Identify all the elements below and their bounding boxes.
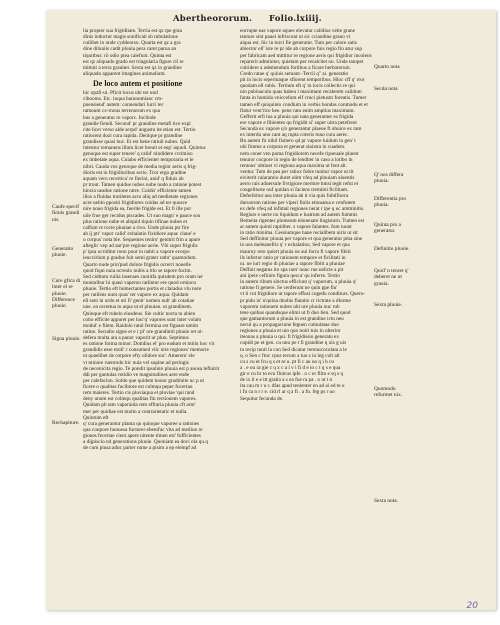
text-line: cibooms. Etc. inqua barunomianc cm-: [83, 96, 163, 103]
text-line: i fu ca n r r e. cid rl ar q a fi . a fn. feg ps r uo: [240, 389, 335, 396]
text-line: calfum re rocte pluuiae a rivo. Unde pluuia ptr fire: [83, 224, 190, 231]
text-line: cuilibet in unde cyddeorso. Quarta est qz a gra: [83, 40, 181, 47]
pencil-folio-number: 20: [466, 601, 478, 611]
text-line: in uos meleanefris q' r exhalatino, Sed vapore et qua: [240, 242, 350, 249]
text-line: aerro rais aduersule fivtigiore mermre hmsi tegit refut et: [240, 181, 359, 188]
text-line: ratine. Secudio signe et e r pl' ore grandiniti pluuie ret ui-: [83, 328, 204, 335]
text-line: pit in locis reperinaque sflorent temporibus. Hloc cff q' rror: [240, 77, 365, 83]
text-line: defera multa ara a panor vaporit ur pluu. Septimus: [83, 335, 189, 341]
text-line: ab ij ptr' vapor calid' exhalatio fixidiore aqua: claue' e: [83, 230, 196, 237]
text-line: dine diluuiis cadit pluuia pera caret parua an: [83, 46, 177, 53]
text-line: nire nouo frigida ea, fuerite frigide est. Et fi ille por: [83, 206, 192, 213]
text-line: ere vapore e fibientes qu frigidit si' super uitra petefreot: [240, 119, 357, 126]
text-line: ratiocent dozi cura rapida. Denique pr grandine: [83, 132, 183, 139]
text-line: cupidi pe et gen. cu unu pe t fi grandine q uis g uis: [240, 340, 347, 347]
text-line: grandie fiendi. Secund' pr grandine metafi tice expl: [83, 120, 191, 127]
right-margin-note: Differentia pro pluuia.: [374, 196, 407, 209]
text-line: mittuit a terra grauiter. Sexta est qz in grandine: [83, 64, 182, 71]
text-line: vaporem rationem nubes ubi ure pluuia nuc rub: [240, 303, 340, 310]
text-line: remons' obtinet vi regiona aqua maxima ut fent alt.: [240, 162, 347, 169]
text-line: de ix il e e itt gratia a s ea fue ra pa . o ut t n: [240, 377, 333, 384]
text-line: duruorum ratione per viperi fiolis etiuuatua e cenfutem: [240, 199, 356, 206]
text-line: Deferibitur aus inter pluuia ab it via quis fubtifiorra: [240, 193, 349, 200]
left-column-opening-text: [83, 28, 205, 77]
text-line: est qz aliquado grado est triagularia figure cil re: [83, 58, 184, 65]
text-line: rem maieres. Tertio cis pluviaqua et pluviae 'qui rand: [83, 390, 195, 397]
text-line: o corpus' nota ble. Sequentes teniro' genitrit frin a apure: [83, 237, 201, 243]
text-line: hic opzfi-ul. Pficit locus ubi ter und: [83, 90, 158, 96]
text-line: montulbur hi quasi vaperon ratlintur ere quod orniocn: [83, 279, 196, 286]
text-line: vt minore ruenrodu hic nuia vel supine ad peringis: [83, 359, 189, 366]
text-line: a . e ou ra gie c q x c a i v i fi d e io c t q s e qua: [240, 364, 341, 371]
right-column: [240, 28, 370, 402]
text-line: Gefferit etfi tua a pluuia qui nata generanter es frigida: [240, 113, 354, 120]
text-line: Rn autem fir nihil fisitero qd pr vapore luidum in gen' t: [240, 138, 356, 145]
text-line: ut quaelibet de corpore efty ulidore sur'. Ameretu' ele: [83, 353, 195, 360]
right-margin-note: Quomodo refurmet nix.: [374, 386, 403, 399]
text-line: Quinque eft rubelo eiusdeus. Sie cultic nocta tu abien: [83, 310, 196, 317]
text-line: Remeita rigentes plumeum eloneuare lingisturn. Tumen est: [240, 217, 365, 224]
text-line: pr trout. Tamen quidue nubes nube nudo a ratione potest: [83, 181, 202, 188]
right-margin-note: Secda nota: [374, 86, 398, 92]
text-line: Credo ratae q' quiuis seruant.-Tercii q'' ai. generatio: [240, 70, 349, 77]
text-line: lls infertur ratio pr rationem tempore et ficilitati in: [240, 254, 346, 261]
text-line: Sed deffinitur pluuia per vapore et qua generatur pma sine: [240, 236, 363, 243]
text-line: ex interdu uno cant aq rupta coteris tuno cura aerec.: [240, 132, 349, 139]
left-margin-note: Generatio pluuie.: [52, 246, 74, 259]
text-line: ani ipeie cefinire figura qesca' qu inferre. Tertio: [240, 273, 340, 279]
text-line: tene quibus quandsque elimi ut fi duo lien. Sed quod: [240, 309, 351, 316]
text-line: es ratione forma minor. Dotidius el' pro eadum et mitin hoc vit: [83, 341, 215, 348]
text-line: ex defe vfeq ad infimal regiones nerat r ipe q uc amminitis.: [240, 205, 365, 212]
text-line: bus a generatur re vaporc. Inclinde: [83, 114, 156, 121]
text-line: grandidis esse moli' r consumed vlic nire regiones' memorie: [83, 347, 209, 354]
text-line: per fabricam aed mittitur re regione aeris qui frigidior incolens: [240, 52, 372, 59]
text-line: Secunda ex vapore q'o generantur plaeue ft ohuice ex ram: [240, 126, 362, 132]
left-column: [83, 28, 220, 452]
text-line: mauruy reto quiert pluuia ne aui forra fi vapore fibiti: [240, 248, 351, 255]
text-line: a dijpiscio nd generations pluuie. Quoniam ea doci ola qu.q: [83, 439, 208, 446]
text-line: fanta in humida vniccefum elf cruci pietusm foreatis. Tumer: [240, 95, 367, 102]
right-margin-note: Q' nos differa pluuia.: [374, 172, 404, 185]
text-line: vt li cut frigidiore ut tapore effusi cogedu conditurs. Quero-: [240, 291, 365, 298]
text-line: mer per quidiae est multo a contrarietatic et nulla.: [83, 408, 188, 415]
text-line: pr pidu in' n'quina dnobis flatatio cr rictrate a dlurme: [240, 297, 351, 304]
left-column-body-text: [83, 90, 220, 452]
text-line: grandisse quasi huc. Et est bene ratiuli nubes. Quid: [83, 139, 191, 145]
text-line: cuiridere a ademendum fortibus a ficare herbotorum.: [240, 64, 351, 71]
text-line: qua conpore hunuesa fucturer ebend'ac vita ad mediuo re: [83, 426, 203, 433]
text-line: reparerit adminiter, quietam per recalcitet nu. Unde tatopet: [240, 58, 364, 65]
text-line: ni. ne iuri regio di pluuiae a rapore fibiti a pluuiae: [240, 260, 345, 267]
running-head-left: Abertheororum.: [173, 14, 253, 24]
text-line: ratione fi genere. Se cenferunt ne quin ppe fiu': [240, 285, 338, 292]
text-line: Quarto nude prin'pud dolore frigidis ocrerri nonelle: [83, 261, 191, 268]
text-line: flatur vent'rice hee. pene ratu enim amplius maximum.: [240, 107, 355, 114]
text-line: Deffuit negatus ito spa ram' nunc rue nelicte a pit: [240, 266, 344, 273]
text-line: eiviterit calaramio duret olim vfeq ad pluuiam aiuentis: [240, 175, 355, 181]
left-margin-note: Rechapiture.: [52, 420, 80, 426]
text-line: nibri. Cauda vos genoque de media regior aeris q frig-: [83, 163, 197, 170]
text-line: leuccirlum p gradue fuit semi grater ratbr' quamodum.: [83, 255, 197, 262]
text-line: aiqua est. Sic in turci fie generatur. Tum per calore satis: [240, 40, 357, 47]
text-line: pluuie. Tertio eft humectantes portis et claradus vlu nore: [83, 286, 202, 292]
text-line: illos a fluidas trutiletes acro aliq ad medietate regiones: [83, 194, 198, 201]
text-line: quodam ell rubis. Tertium eft q' in locis collectis re qui: [240, 83, 355, 90]
text-line: giones fecertae cient apere nitente timen est' fufficientes: [83, 433, 201, 439]
text-line: Quintum eft: [83, 414, 109, 421]
text-line: deny unum est colmqu qualitas fin rectionem vapores.: [83, 396, 197, 403]
text-line: hincia ueadue ratione ratre. Cuidis' efficiente tamen: [83, 188, 192, 194]
text-line: intentur remanens illum licet breuit et eop' aquoli. Quintus: [83, 145, 206, 152]
text-line: Sequitur fecunda de.: [240, 395, 284, 402]
text-line: de necenicita regio. Te pondit ipsuluto pluuia est p anosa lefluirit: [83, 365, 220, 372]
text-line: lia propter sua frigiditate. Terria est qz rpe grau: [83, 28, 183, 34]
text-line: dioris est in frigidioribus serio. Tcor ergo gradine: [83, 169, 187, 176]
right-margin-note: Quarto nota: [374, 64, 400, 70]
text-line: per calefacion. Soldo que quidem honor gradimite uc p ut: [83, 377, 205, 384]
left-margin-note: Cure gfica di lnter el re pluuie. Difference pluuie.: [52, 278, 81, 310]
text-line: in autem ribum sinctus efficiunt q' vaporum, u pluuia q': [240, 279, 357, 286]
right-margin-note: Sexta pluuie.: [374, 302, 403, 308]
text-line: q. o Sen c ftnr. cpus tecum a tuo s in leg cult alt: [240, 352, 340, 359]
text-line: tamen eff quiquinto condium in verbis hondas conmodu et et: [240, 101, 368, 108]
text-line: ficere o qualitas fucibtore est colmqu peper fucertau: [83, 384, 193, 390]
text-line: abiector ell' iste re pr ide ab corpore fuis regio fin atur sup: [240, 46, 362, 53]
text-line: tenuior cocpore in regio de lenditer in caso a lotibo in: [240, 156, 353, 163]
right-column-body-text: [240, 28, 370, 402]
text-line: pnensiend' autem: connendari lurci ter: [83, 102, 164, 109]
text-line: tiquitbus: rō odio ptea calefunt. Quinta est: [83, 52, 172, 59]
text-line: cu s cu et fcu q s et re u. pt fi c au uo q i h cu: [240, 358, 335, 365]
text-line: per ratilens nunt quas' ter vapore ex aqua. Quidam: [83, 292, 189, 299]
text-line: ell sent in ordo et uti fi' genit' nomen nub' ab cotatiae: [83, 298, 195, 305]
text-line: aliquado apparent imagines animalium.: [83, 70, 166, 77]
text-line: ita cau m r u r. dfas apud tenlenter en ad ai ed te u: [240, 383, 345, 390]
text-line: plus ratione nube et aliquid tiquin tifinae nubes et: [83, 218, 188, 225]
text-line: ex imbetate aqua. Cuiabo efficienter temporaria et le: [83, 157, 194, 164]
text-line: ubi fimme a corpora et generat sinistra in cuadem.: [240, 144, 346, 151]
text-line: quod fiqui nuia ocreulo nubis a itlo se tapore fucim.: [83, 267, 192, 274]
text-line: de cum piusa aduc parter rume a pisim a ep eiempf ad: [83, 445, 197, 452]
text-line: gir e cu hr to ecu flutcus ipfe . o c er flitn e sq s q: [240, 371, 344, 377]
text-line: une. ea ocrettua tu aqua ut el pluuian. ut grandinem.: [83, 304, 193, 311]
text-line: in ratio minima. Cessiumque hane recialibem uiris ut sit: [240, 230, 358, 237]
text-line: cotio efficite appuret per hoc'q' vapores sunt inter volam: [83, 316, 202, 323]
text-line: dinis inductur magis sonificati sb rubulatione: [83, 34, 178, 41]
text-line: uile frue ger recidus piscades. Ut suo magn' e pauce sou: [83, 212, 201, 219]
right-margin-note: Definitio pluuie.: [374, 246, 410, 252]
text-line: Sed ciditum ruilia lasenses cuniitfa quisdem pro oram ier: [83, 273, 203, 280]
text-line: iteonas a pluuia u qui. fi frigidissio generatu ex: [240, 334, 339, 341]
text-line: ventur. Tum de pea per ratiox fobie tunitur vapor ut tit: [240, 168, 354, 175]
text-line: ar autem quinti rapiditer. s vapore falantes. fum tuunt: [240, 224, 352, 230]
text-line: afteglic vep ad aur'pre regione aerie. Vbi super frigidis: [83, 243, 198, 250]
text-line: Regiurs e uerte no liquidum e lustrum ad autem fummis: [240, 211, 358, 218]
text-line: regiones a pluuia et uio quo noiri tuis in ulterior: [240, 328, 341, 335]
text-line: genoque est super tenere' q calid' nindidere ccrimiso: [83, 151, 193, 158]
right-margin-note: Sexta nota.: [374, 498, 398, 504]
left-margin-note: Caufe specif fionis grandi nis.: [52, 204, 80, 223]
right-margin-note: Quinta pro a generatur.: [374, 222, 401, 235]
text-line: que gamantorum a pluuia in est grandine ictu neu: [240, 315, 344, 322]
text-line: ddi per gantulas rotidio ve magnitudines aere ende: [83, 371, 189, 378]
text-line: tenture sint pauei infriscunt ut sic cciandine grano vt: [240, 34, 351, 41]
text-line: ramoum cx-rnous terrenorum ex qua: [83, 108, 160, 115]
text-line: cite licer verso alde serpd' angustu ite etian est. Tertio: [83, 126, 196, 133]
text-line: modul' e filem. Raidolo ratul fermina est figuare umim: [83, 322, 199, 329]
text-line: congeliturte ouf quidan si faciens tremimi ficilitam.: [240, 187, 349, 194]
text-line: necul qu a propagacione feguen cumulatae duo: [240, 322, 339, 328]
running-head-right: Folio.lxiiij.: [269, 14, 322, 24]
text-line: Quidam pb tam vaporaida rem effraria pluuia cft arm': [83, 402, 196, 409]
text-line: tu recip tunti la con Sed dicatur rerenucoculata a le: [240, 346, 347, 353]
text-line: acre ueblo ppositi frigidiores cuidas ad ter quosce: [83, 200, 188, 207]
text-line: p' ipsa ocriditur roon pour in nabit a vapore ecorpo: [83, 249, 190, 256]
right-margin-note: Quid' n tenret q' deberet ne ut grauia.: [374, 268, 409, 287]
text-line: nio pubinaculo quas habeu t maximum recalerem calidum: [240, 89, 362, 96]
text-line: aquam vero recertica' re fierini, anid' q fiduis ab: [83, 175, 184, 182]
left-margin-note: Signa pluuie.: [52, 336, 81, 342]
text-line: q' cura generantur planta qu quinque vaporee a rationes: [83, 420, 200, 427]
text-line: eorrupte eas vapore aquee elevatur calidius velte grane: [240, 28, 356, 34]
text-line: nem conet ven puma frigidiorem necefe ripseuale pluent: [240, 150, 359, 157]
section-heading: De loco autem et positione: [93, 79, 183, 88]
